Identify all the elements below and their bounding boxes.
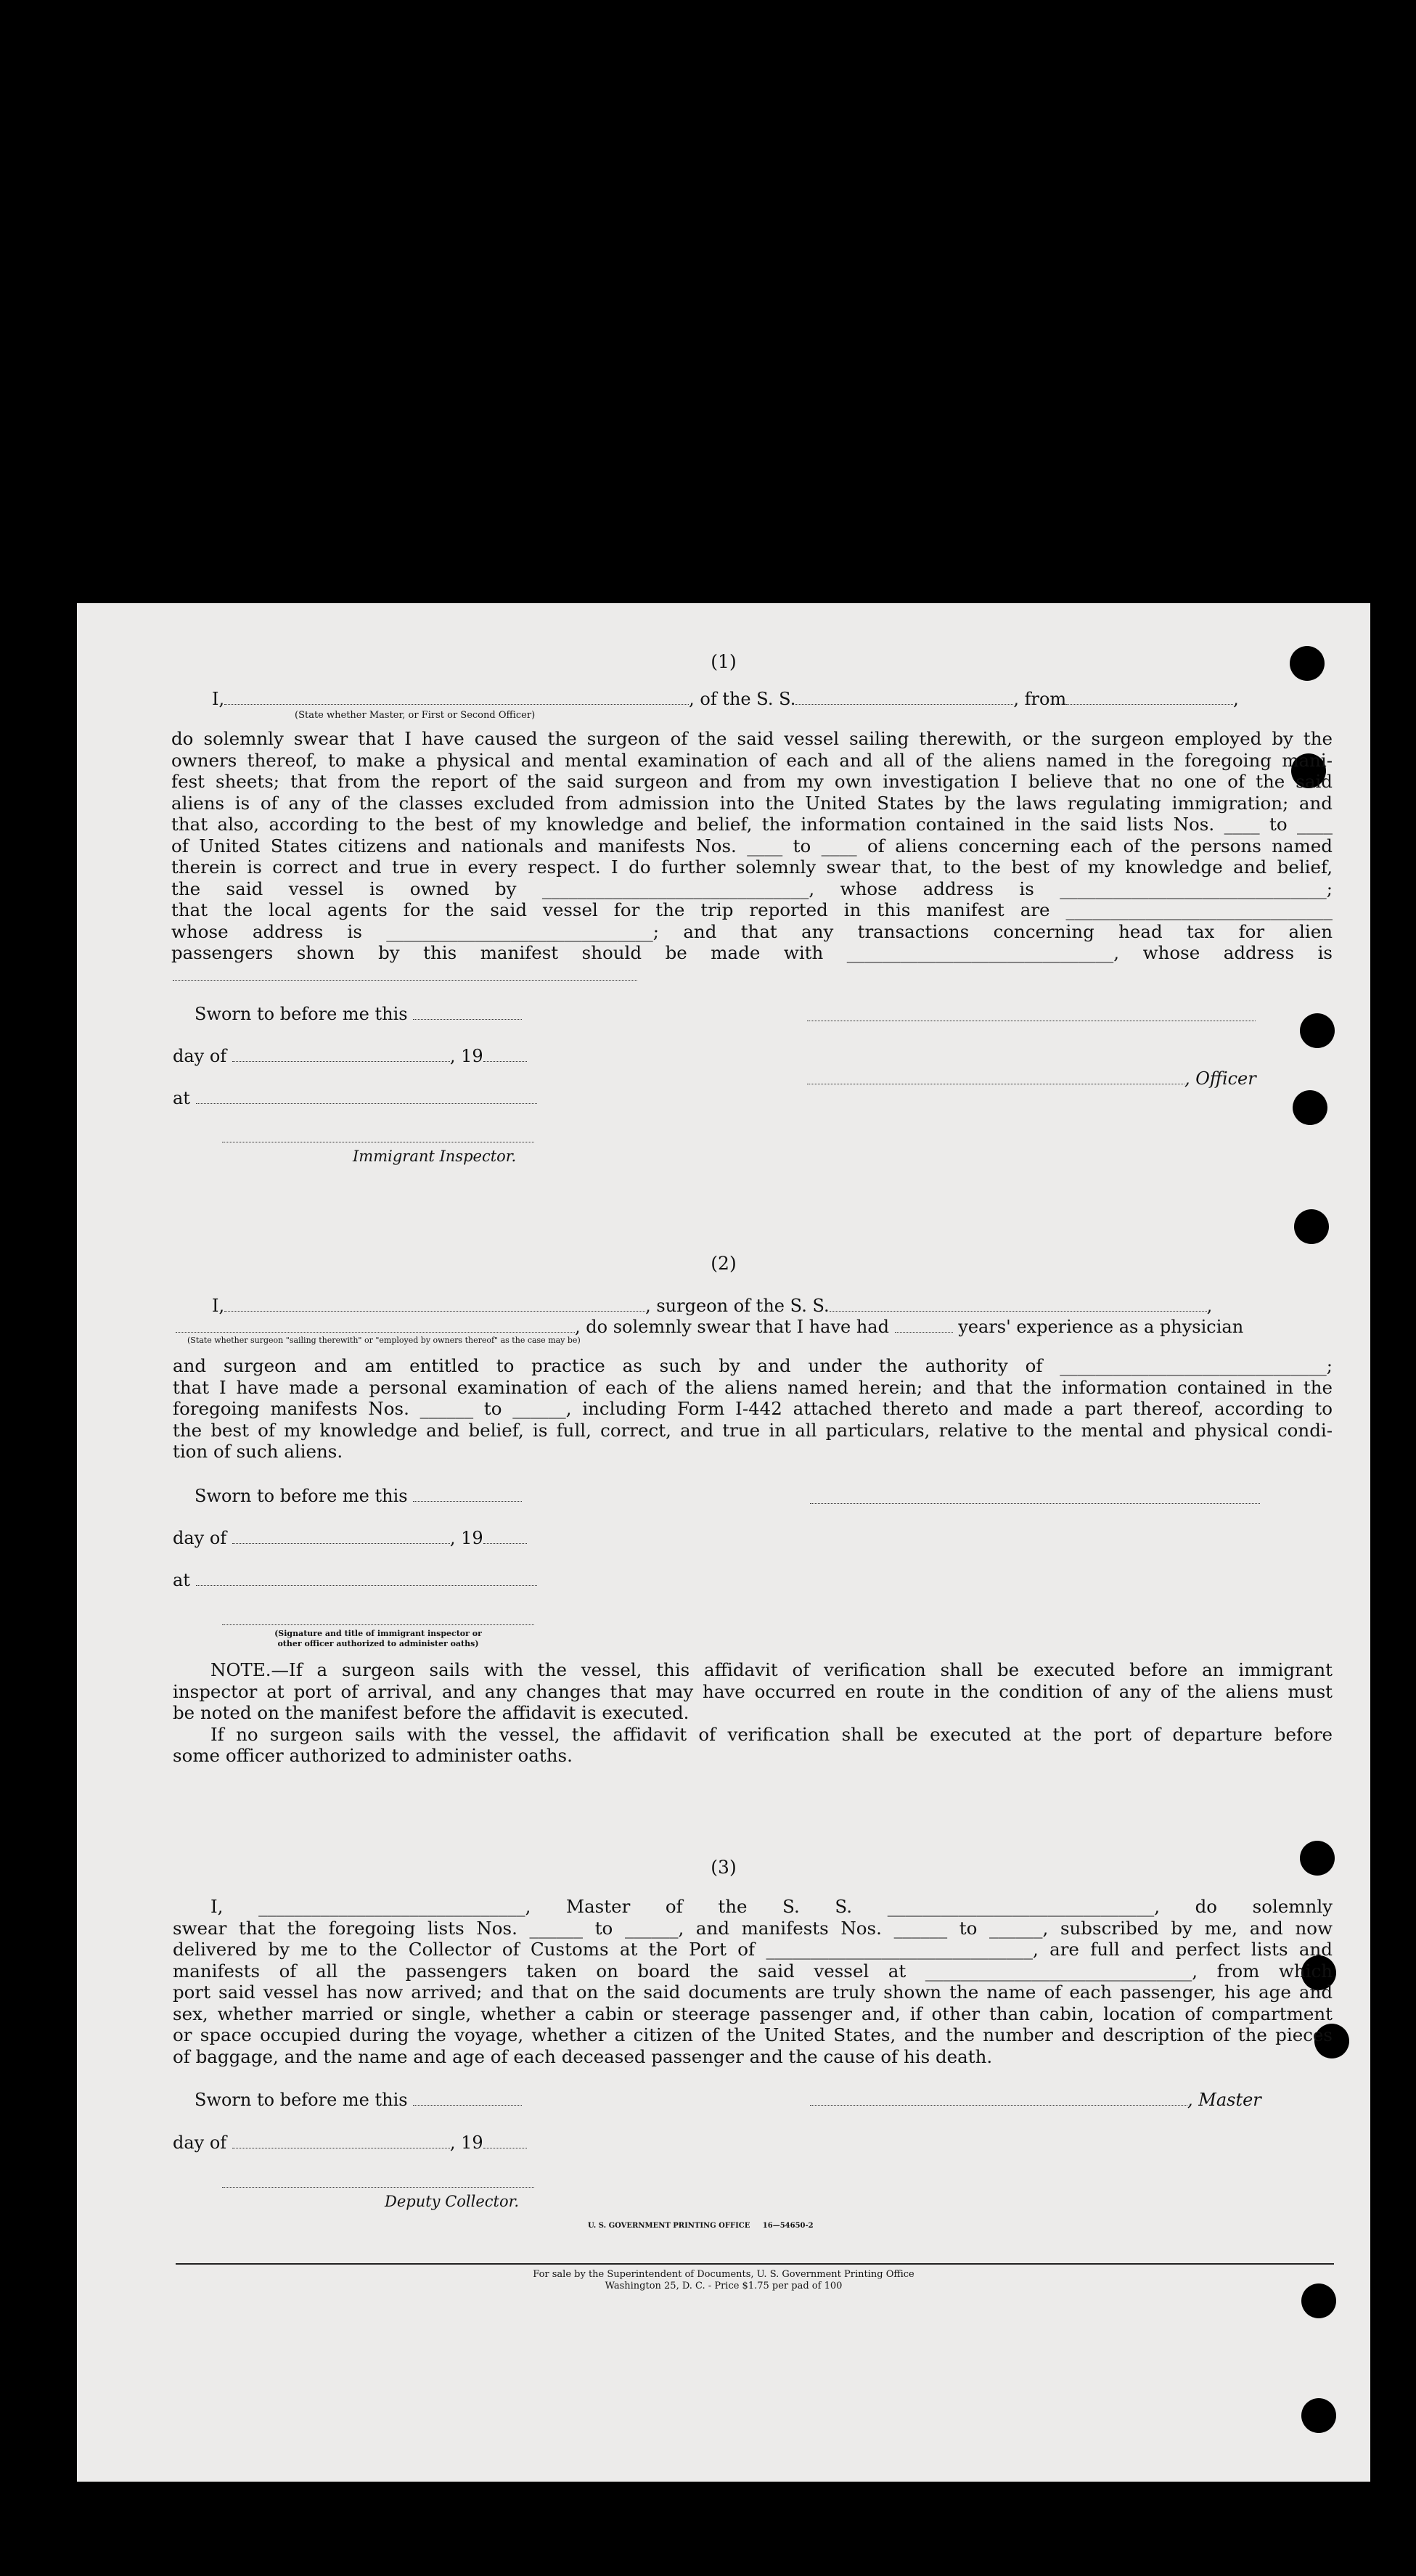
inspector-signature-line-2 [222,1624,534,1625]
section-2-experience-line: , do solemnly swear that I have had years' experience as a physician [176,1316,1243,1338]
section-3-sworn: Sworn to before me this [195,2089,522,2111]
punch-hole [1294,1209,1329,1244]
section-2-sworn: Sworn to before me this [195,1485,522,1507]
deputy-collector-label: Deputy Collector. [385,2193,520,2210]
section-1-opening-line: I, , of the S. S. , from , [212,689,1239,709]
section-2-number: (2) [711,1253,737,1274]
section-1-number: (1) [711,651,737,672]
address-blank-line [173,980,637,981]
manifest-affidavit-page [77,603,1370,2482]
deputy-collector-signature-line [222,2187,534,2188]
caption-surgeon: (State whether surgeon "sailing therewith" or "employed by owners thereof" as the case may be) [187,1336,581,1345]
section-1-day-of: day of , 19 [173,1045,527,1067]
punch-hole [1293,1090,1327,1125]
section-1-officer: , Officer [807,1068,1256,1089]
punch-hole [1300,1013,1335,1048]
caption-officer: (State whether Master, or First or Second Officer) [295,710,536,721]
section-1-sworn: Sworn to before me this [195,1003,522,1025]
section-2-at: at [173,1569,537,1591]
section-3-master: , Master [810,2089,1261,2111]
sale-notice: For sale by the Superintendent of Documents, U. S. Government Printing Office Washington 25, D. C. - Price $1.75 per pad of 100 [533,2269,914,2291]
section-3-day-of: day of , 19 [173,2132,527,2154]
surgeon-signature-line [810,1503,1260,1504]
section-3-number: (3) [711,1857,737,1878]
section-2-opening-line: I, , surgeon of the S. S. , [212,1296,1213,1316]
section-1-at: at [173,1087,537,1109]
section-2-body: and surgeon and am entitled to practice as such by and under the authority of ______________________________; that I have made a personal examination of each of the aliens named herein; and that the information contained in the foregoing manifests Nos. ______ to ______, including Form I-442 attached thereto and made a part thereof, according to the best of my knowledge and belief, is full, correct, and true in all particulars, relative to the mental and physical condi- tion of such aliens. [173,1355,1333,1462]
section-2-day-of: day of , 19 [173,1527,527,1549]
footer-rule [176,2263,1334,2265]
section-3-body: I, ______________________________, Master of the S. S. ______________________________, do solemnly swear that the foregoing lists Nos. ______ to ______, and manifests Nos. ______ to ______, subscribed by me, and now delivered by me to the Collector of Customs at the Port of ______________________________, are full and perfect lists and manifests of all the passengers taken on board the said vessel at ______________________________, from which port said vessel has now arrived; and that on the said documents are truly shown the name of each passenger, his age and sex, whether married or single, whether a cabin or steerage passenger and, if other than cabin, location of compartment or space occupied during the voyage, whether a citizen of the United States, and the number and description of the pieces of baggage, and the name and age of each deceased passenger and the cause of his death. [173,1896,1333,2067]
printing-office: U. S. GOVERNMENT PRINTING OFFICE 16—54650-2 [588,2222,814,2230]
immigrant-inspector-label: Immigrant Inspector. [353,1148,517,1165]
punch-hole [1301,2398,1336,2433]
section-1-body: do solemnly swear that I have caused the surgeon of the said vessel sailing therewith, or the surgeon employed by the owners thereof, to make a physical and mental examination of each and all of the aliens named in the foregoing mani- fest sheets; that from the report of the said surgeon and from my own investigation I believe that no one of the said aliens is of any of the classes excluded from admission into the United States by the laws regulating immigration; and that also, according to the best of my knowledge and belief, the information contained in the said lists Nos. ____ to ____ of United States citizens and nationals and manifests Nos. ____ to ____ of aliens concerning each of the persons named therein is correct and true in every respect. I do further solemnly swear that, to the best of my knowledge and belief, the said vessel is owned by ______________________________, whose address is ______________________________; that the local agents for the said vessel for the trip reported in this manifest are ______________________________ whose address is ______________________________; and that any transactions concerning head tax for alien passengers shown by this manifest should be made with ______________________________, whose address is [171,728,1333,963]
signature-caption: (Signature and title of immigrant inspector or other officer authorized to administer oaths) [274,1629,482,1648]
surgeon-note: NOTE.—If a surgeon sails with the vessel, this affidavit of verification shall be executed before an immigrant inspector at port of arrival, and any changes that may have occurred en route in the condition of any of the aliens must be noted on the manifest before the affidavit is executed. If no surgeon sails with the vessel, the affidavit of verification shall be executed at the port of departure before some officer authorized to administer oaths. [173,1659,1333,1766]
